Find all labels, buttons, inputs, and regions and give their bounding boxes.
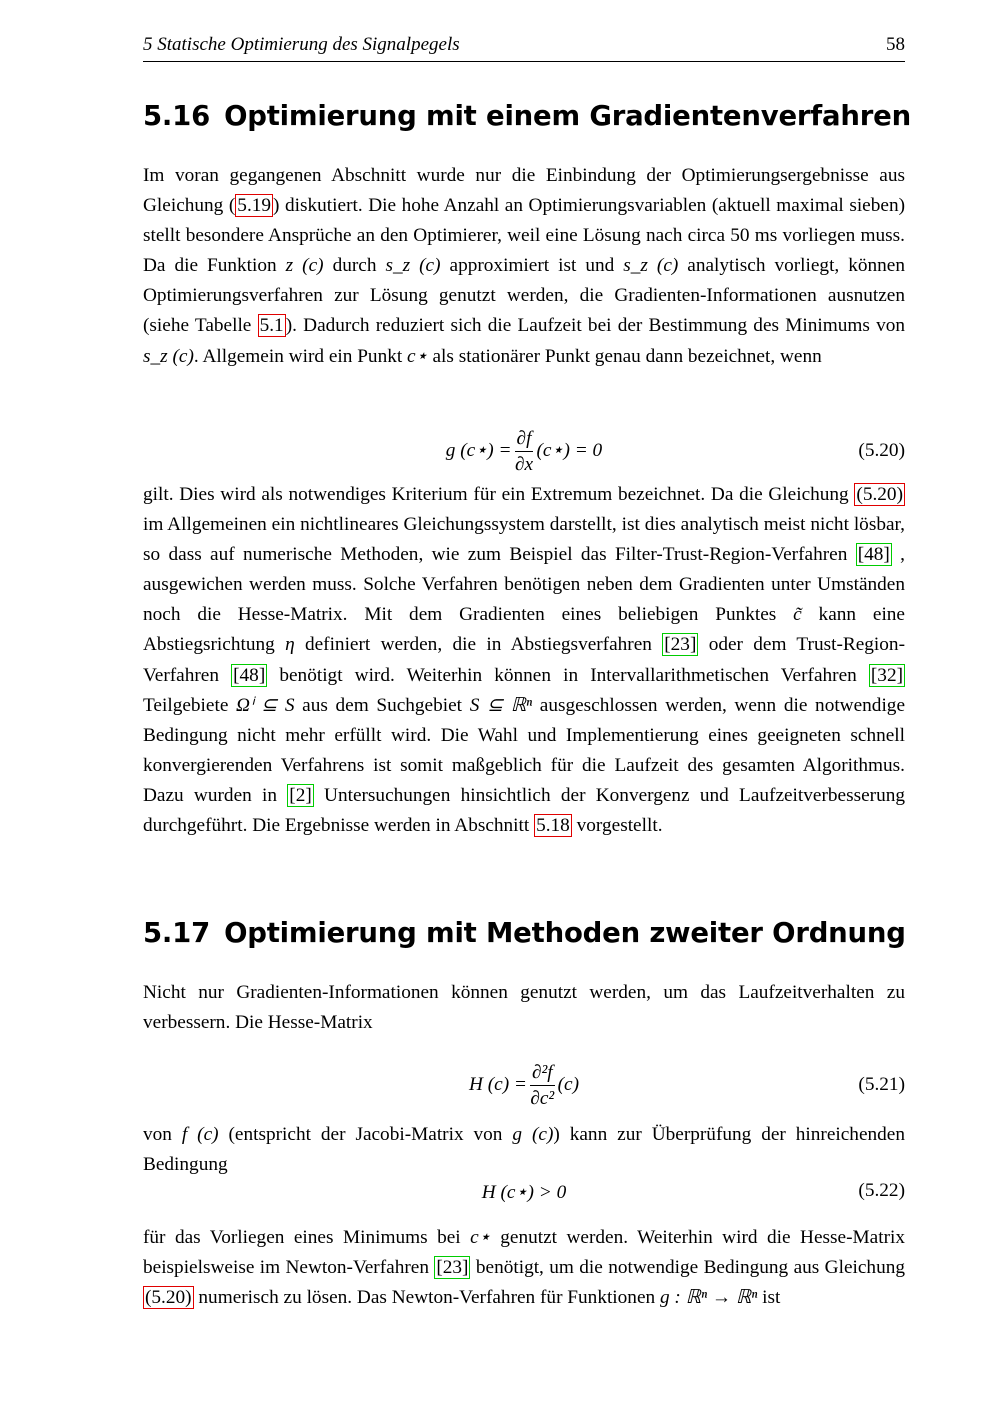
math-inline: c⋆	[470, 1227, 491, 1248]
section-heading-5-16	[143, 100, 911, 132]
numerator: ∂²f	[530, 1060, 555, 1086]
text: benötigt wird. Weiterhin können in Intervallarithmetischen Verfahren	[267, 664, 869, 686]
text: ist	[757, 1287, 781, 1309]
text: oder dem Trust-Region-Verfahren	[143, 634, 905, 686]
equation-rhs: (c⋆) = 0	[536, 439, 603, 461]
equation-link[interactable]: (5.20)	[145, 1287, 192, 1309]
text: vorgestellt.	[571, 815, 663, 837]
text: ). Dadurch reduziert sich die Laufzeit bei der Bestimmung des Minimums von	[285, 315, 905, 337]
text: im Allgemeinen ein nichtlineares Gleichungssystem darstellt, ist dies analytisch meist nicht lösbar, so dass auf numerische Methoden, wie zum Beispiel das Filter-Trust-Region-Verfahren	[143, 514, 905, 566]
chapter-title: 5 Statische Optimierung des Signalpegels	[143, 34, 460, 55]
equation-lhs: H (c) =	[468, 1073, 527, 1095]
denominator: ∂x	[514, 454, 534, 475]
citation-link[interactable]: [48]	[233, 664, 266, 686]
text: Untersuchungen hinsichtlich der Konvergenz und Laufzeitverbesserung durchgeführt. Die Ergebnisse werden in Abschnitt	[143, 784, 905, 837]
equation-number: (5.22)	[858, 1180, 905, 1201]
citation-link[interactable]: [23]	[436, 1257, 469, 1279]
text: approximiert ist und	[440, 255, 624, 277]
equation-link[interactable]: (5.20)	[856, 484, 903, 505]
text: durch	[323, 255, 386, 277]
math-inline: c̃	[793, 604, 802, 626]
math-inline: s_z (c)	[623, 255, 679, 277]
equation-body: H (c⋆) > 0	[481, 1182, 567, 1203]
section-number: 5.17	[143, 917, 211, 949]
equation-lhs: g (c⋆) =	[445, 439, 512, 461]
text: aus dem Suchgebiet	[294, 694, 470, 716]
citation-link[interactable]: [23]	[664, 634, 697, 656]
math-inline: η	[285, 634, 295, 656]
text: gilt. Dies wird als notwendiges Kriterium für ein Extremum bezeichnet. Da die Gleichung	[143, 484, 855, 505]
paragraph-5	[143, 1223, 905, 1313]
equation-5-22	[143, 1180, 905, 1210]
text: definiert werden, die in Abstiegsverfahren	[294, 634, 663, 656]
math-inline: g : ℝⁿ → ℝⁿ	[659, 1287, 758, 1309]
paragraph-3	[143, 978, 905, 1038]
text: Nicht nur Gradienten-Informationen können genutzt werden, um das Laufzeitverhalten zu verbessern. Die Hesse-Matrix	[143, 982, 905, 1034]
math-inline: f (c)	[181, 1124, 219, 1145]
equation-body	[143, 426, 905, 477]
citation-link[interactable]: [2]	[289, 784, 312, 806]
equation-rhs: (c)	[557, 1073, 580, 1095]
section-title: Optimierung mit einem Gradientenverfahren	[224, 100, 911, 132]
text: ausgeschlossen werden, wenn die notwendige Bedingung nicht mehr erfüllt wird. Die Wahl und Implementierung eines geeigneten schnell konvergierenden Verfahrens ist somit maßgeblich für die Laufzeit des gesamten Algorithmus. Dazu wurden in	[143, 694, 906, 806]
fraction	[530, 1060, 555, 1111]
equation-5-21	[143, 1060, 905, 1114]
equation-number: (5.20)	[858, 440, 905, 461]
math-inline: Ωⁱ ⊆ S	[236, 694, 295, 716]
paragraph-2	[143, 480, 905, 841]
text: ) kann zur Überprüfung der hinreichenden Bedingung	[143, 1124, 905, 1176]
text: als stationärer Punkt genau dann bezeichnet, wenn	[427, 345, 822, 367]
section-link[interactable]: 5.18	[536, 815, 570, 837]
text: ) diskutiert. Die hohe Anzahl an Optimierungsvariablen (aktuell maximal sieben) stellt besondere Ansprüche an den Optimierer, weil eine Lösung nach circa 50 ms vorliegen muss. Da die Funktion	[143, 195, 906, 277]
table-link[interactable]: 5.1	[259, 315, 284, 337]
equation-5-20	[143, 426, 905, 480]
equation-link[interactable]: 5.19	[237, 195, 272, 217]
text: analytisch vorliegt, können Optimierungsverfahren zur Lösung genutzt werden, die Gradienten-Informationen ausnutzen (siehe Tabelle	[143, 255, 906, 337]
math-inline: S ⊆ ℝⁿ	[469, 694, 533, 716]
text: für das Vorliegen eines Minimums bei	[143, 1227, 471, 1248]
denominator: ∂c²	[530, 1088, 555, 1109]
section-heading-5-17	[143, 917, 906, 949]
text: kann eine Abstiegsrichtung	[143, 604, 905, 656]
text: von	[143, 1124, 182, 1145]
paragraph-1	[143, 161, 905, 372]
math-inline: s_z (c)	[143, 345, 194, 367]
equation-body	[143, 1060, 905, 1111]
numerator: ∂f	[515, 426, 534, 452]
text: , ausgewichen werden muss. Solche Verfahren benötigen neben dem Gradienten unter Umständen noch die Hesse-Matrix. Mit dem Gradienten eines beliebigen Punktes	[143, 544, 905, 626]
text: (entspricht der Jacobi-Matrix von	[218, 1124, 513, 1145]
equation-number: (5.21)	[858, 1074, 905, 1095]
math-inline: z (c)	[285, 255, 324, 277]
math-inline: c⋆	[407, 345, 428, 367]
text: benötigt, um die notwendige Bedingung aus Gleichung	[470, 1257, 905, 1279]
math-inline: g (c)	[512, 1124, 554, 1145]
page-number: 58	[886, 34, 905, 55]
fraction	[515, 426, 534, 477]
running-header	[143, 32, 905, 62]
citation-link[interactable]: [48]	[857, 544, 890, 566]
citation-link[interactable]: [32]	[870, 664, 904, 686]
section-title: Optimierung mit Methoden zweiter Ordnung	[224, 917, 906, 949]
text: Teilgebiete	[143, 694, 237, 716]
text: numerisch zu lösen. Das Newton-Verfahren für Funktionen	[193, 1287, 660, 1309]
paragraph-4	[143, 1120, 905, 1180]
text: . Allgemein wird ein Punkt	[193, 345, 408, 367]
text: genutzt werden. Weiterhin wird die Hesse-Matrix beispielsweise im Newton-Verfahren	[143, 1227, 905, 1279]
text: Im voran gegangenen Abschnitt wurde nur die Einbindung der Optimierungsergebnisse aus Gleichung (	[143, 165, 905, 217]
math-inline: s_z (c)	[385, 255, 441, 277]
section-number: 5.16	[143, 100, 211, 132]
